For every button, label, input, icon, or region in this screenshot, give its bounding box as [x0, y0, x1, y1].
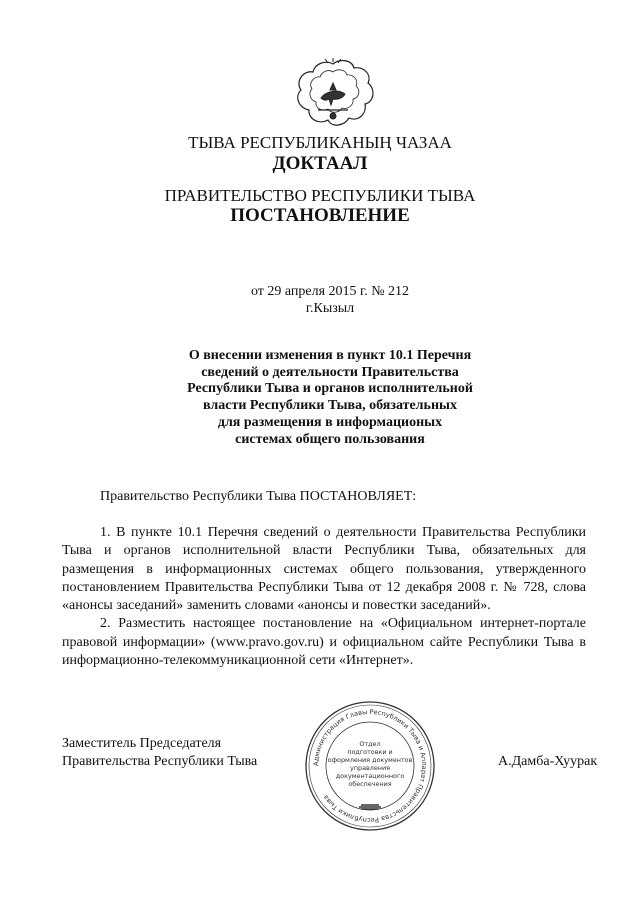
position-line: Правительства Республики Тыва: [62, 754, 258, 770]
title-line: системах общего пользования: [235, 431, 425, 447]
stamp-center-line: обеспечения: [348, 780, 392, 788]
stamp-center-line: оформления документов: [327, 756, 413, 764]
city-line: г.Кызыл: [305, 301, 355, 316]
title-line: для размещения в информационых: [217, 414, 443, 430]
position-line: Заместитель Председателя: [62, 736, 222, 751]
signatory-name: А.Дамба-Хуурак: [498, 754, 598, 769]
header-tyva-doc-type: ДОКТААЛ: [272, 153, 368, 174]
header-russian-doc-type: ПОСТАНОВЛЕНИЕ: [230, 205, 410, 226]
paragraph-2: 2. Разместить настоящее постановление на «Официальном интернет-портале правовой информации» (www.pravo.gov.ru) и официальном сайте Республики Тыва в информационно-телекоммуникационной сети «Интернет».: [62, 616, 586, 669]
title-line: сведений о деятельности Правительства: [201, 364, 459, 380]
title-line: О внесении изменения в пункт 10.1 Перечня: [188, 348, 472, 363]
title-line: власти Республики Тыва, обязательных: [203, 398, 457, 414]
tyva-emblem-icon: [288, 58, 378, 130]
header-russian-name: ПРАВИТЕЛЬСТВО РЕСПУБЛИКИ ТЫВА: [164, 186, 476, 205]
official-stamp: [303, 699, 437, 833]
date-number-line: от 29 апреля 2015 г. № 212: [250, 284, 410, 299]
document-title: [160, 348, 500, 448]
stamp-center-line: управления: [350, 764, 390, 772]
stamp-center-line: подготовки и: [347, 748, 393, 756]
signatory-position: [62, 735, 257, 772]
title-line: Республики Тыва и органов исполнительной: [187, 381, 473, 397]
stamp-center-line: документационного: [335, 772, 405, 780]
body-text: [62, 524, 586, 670]
preamble: Правительство Республики Тыва ПОСТАНОВЛЯЕТ:: [100, 489, 417, 504]
stamp-center-line: Отдел: [359, 740, 381, 748]
stamp-ring-text: Администрация Главы Республики Тыва и Аппарат Правительства Республики Тыва: [311, 707, 429, 825]
header-tyva-name: ТЫВА РЕСПУБЛИКАНЫҢ ЧАЗАА: [188, 133, 452, 152]
paragraph-1: 1. В пункте 10.1 Перечня сведений о деятельности Правительства Республики Тыва и органов исполнительной власти Республики Тыва, обязательных для размещения в информационных системах общего пользования, утвержденного постановлением Правительства Республики Тыва от 12 декабря 2008 г. № 728, слова «анонсы заседаний» заменить словами «анонсы и повестки заседаний».: [62, 525, 586, 614]
